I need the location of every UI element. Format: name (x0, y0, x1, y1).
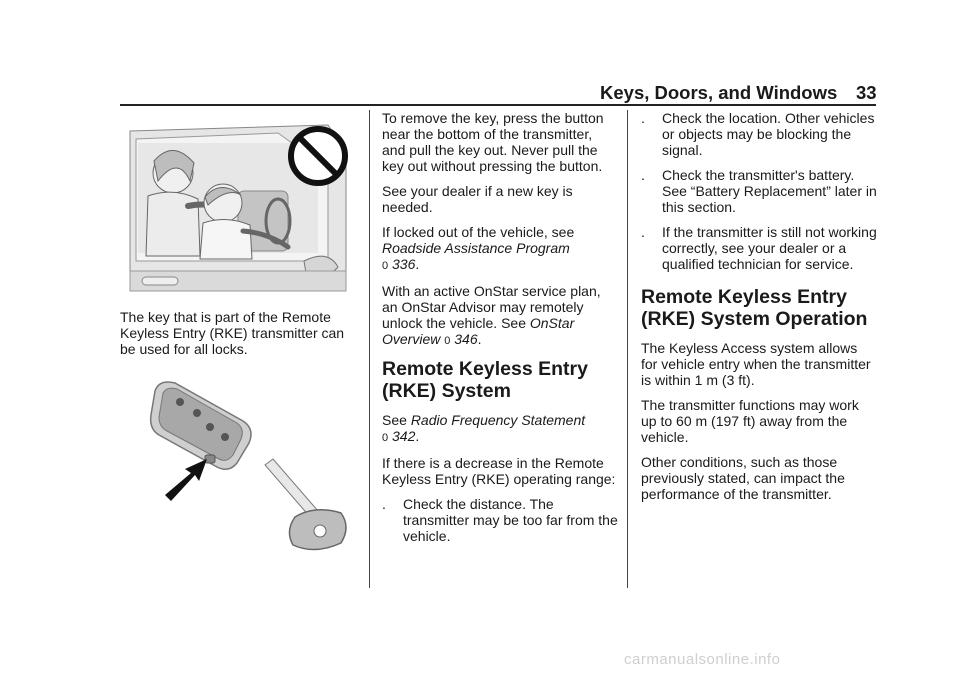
column-divider-1 (369, 110, 370, 588)
paragraph-range-decrease: If there is a decrease in the Remote Keyless Entry (RKE) operating range: (382, 455, 616, 487)
onstar-overview-link[interactable]: Overview (382, 331, 441, 347)
running-header: Keys, Doors, and Windows (600, 82, 838, 103)
children-in-car-illustration (128, 121, 350, 293)
paragraph-other-conditions: Other conditions, such as those previously stated, can impact the performance of the transmitter. (641, 454, 845, 502)
onstar-text: With an active OnStar service plan, an OnStar Advisor may remotely unlock the vehicle. See (382, 283, 601, 331)
page-ref-arrow-icon: 0 (444, 335, 451, 347)
period: . (477, 331, 482, 347)
page-ref-arrow-icon: 0 (382, 260, 389, 272)
section-heading-rke-operation (641, 286, 877, 330)
header-rule (120, 104, 876, 106)
paragraph-transmitter-range: The transmitter functions may work up to 60 m (197 ft) away from the vehicle. (641, 397, 859, 445)
bullet-text: Check the location. Other vehicles or objects may be blocking the signal. (662, 110, 875, 158)
column-divider-2 (627, 110, 628, 588)
bullet-check-battery (641, 167, 877, 215)
paragraph-locked-out (382, 224, 618, 274)
bullet-dot: . (641, 167, 645, 183)
middle-column (382, 110, 618, 553)
heading-line-2: (RKE) System Operation (641, 308, 868, 330)
paragraph-keyless-access: The Keyless Access system allows for vehicle entry when the transmitter is within 1 m (3 ft). (641, 340, 871, 388)
onstar-link[interactable]: OnStar (529, 315, 575, 331)
bullet-text: If the transmitter is still not working correctly, see your dealer or a qualified technician for service. (662, 224, 877, 272)
see-text: See (382, 412, 407, 428)
paragraph-onstar (382, 283, 618, 349)
period: . (415, 256, 420, 272)
paragraph-new-key: See your dealer if a new key is needed. (382, 183, 573, 215)
page-ref-336[interactable]: 336 (392, 256, 416, 272)
paragraph-radio-frequency (382, 412, 618, 446)
roadside-assistance-link[interactable]: Roadside Assistance Program (382, 240, 570, 256)
bullet-dot: . (641, 110, 645, 126)
radio-frequency-link[interactable]: Radio Frequency Statement (410, 412, 586, 428)
page-number: 33 (856, 82, 877, 103)
bullet-check-distance (382, 496, 618, 544)
heading-line-2: (RKE) System (382, 380, 511, 402)
illustration-caption: The key that is part of the Remote Keyless Entry (RKE) transmitter can be used for all locks. (120, 309, 345, 357)
watermark: carmanualsonline.info (624, 651, 781, 668)
period: . (415, 428, 420, 444)
page-ref-arrow-icon: 0 (382, 432, 389, 444)
bullet-still-not-working (641, 224, 877, 272)
locked-out-text: If locked out of the vehicle, see (382, 224, 575, 240)
section-heading-rke-system (382, 358, 618, 402)
heading-line-1: Remote Keyless Entry (382, 358, 588, 380)
page-ref-346[interactable]: 346 (454, 331, 478, 347)
bullet-dot: . (641, 224, 645, 240)
paragraph-remove-key: To remove the key, press the button near the bottom of the transmitter, and pull the key out. Never pull the key out without pressing the button. (382, 110, 604, 174)
heading-line-1: Remote Keyless Entry (641, 286, 847, 308)
right-column (641, 110, 877, 511)
bullet-check-location (641, 110, 877, 158)
bullet-text: Check the transmitter's battery. See “Battery Replacement” later in this section. (662, 167, 877, 215)
bullet-dot: . (382, 496, 386, 512)
key-fob-illustration (145, 377, 355, 557)
page-ref-342[interactable]: 342 (392, 428, 416, 444)
bullet-text: Check the distance. The transmitter may be too far from the vehicle. (403, 496, 618, 544)
